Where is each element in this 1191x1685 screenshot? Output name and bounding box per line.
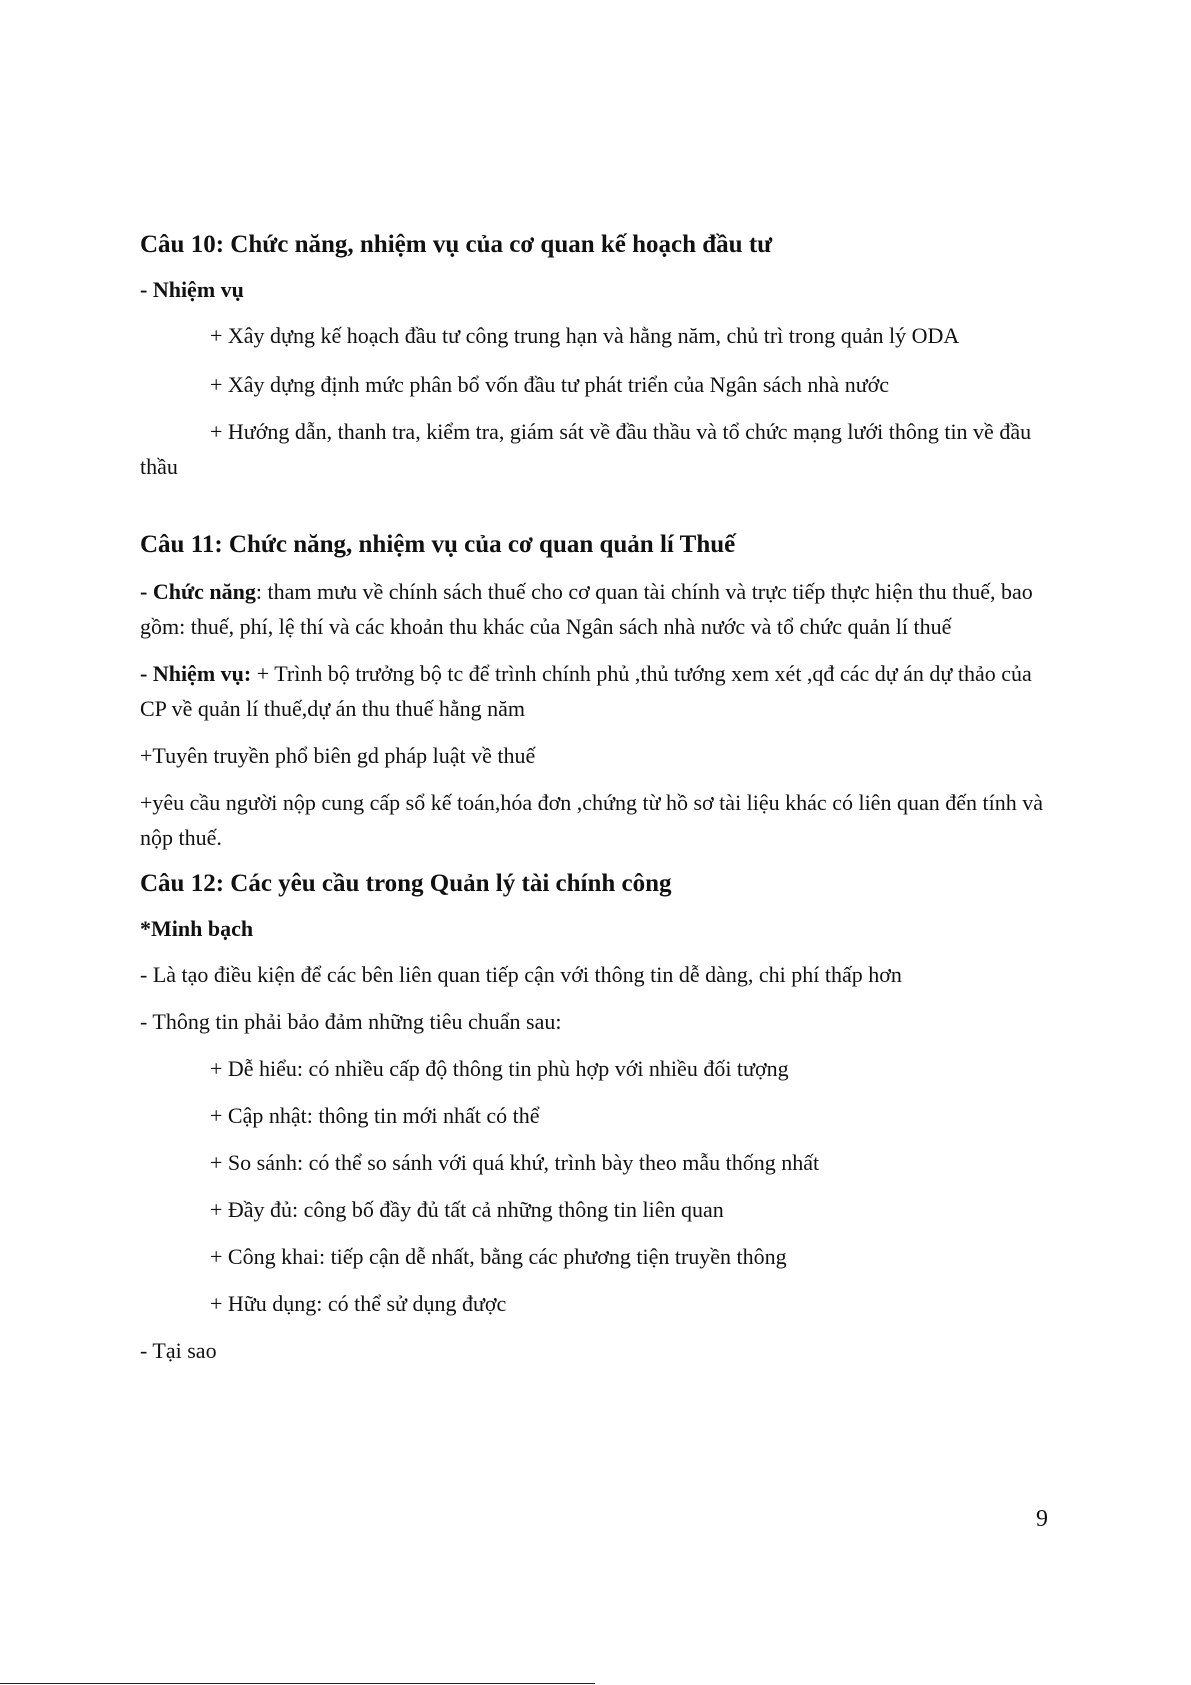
question-10-item: + Xây dựng kế hoạch đầu tư công trung hạn và hằng năm, chủ trì trong quản lý ODA xyxy=(210,323,960,348)
page-content xyxy=(140,228,1050,1368)
question-10-heading: Câu 10: Chức năng, nhiệm vụ của cơ quan kế hoạch đầu tư xyxy=(140,231,773,258)
question-10-item: + Hướng dẫn, thanh tra, kiểm tra, giám sát về đầu thầu và tổ chức mạng lưới thông tin về đầu thầu xyxy=(140,419,1032,479)
page-number: 9 xyxy=(1036,1506,1048,1532)
question-12-criterion: + So sánh: có thể so sánh với quá khứ, trình bày theo mẫu thống nhất xyxy=(210,1150,820,1175)
question-12-criterion: + Đầy đủ: công bố đầy đủ tất cả những thông tin liên quan xyxy=(210,1197,724,1222)
question-12-last-line: - Tại sao xyxy=(140,1338,217,1363)
question-11-duty-text: + Trình bộ trưởng bộ tc để trình chính phủ ,thủ tướng xem xét ,qđ các dự án dự thảo của CP về quản lí thuế,dự án thu thuế hằng năm xyxy=(140,661,1032,721)
footnote-divider xyxy=(0,1683,595,1684)
question-10-item: + Xây dựng định mức phân bổ vốn đầu tư phát triển của Ngân sách nhà nước xyxy=(210,372,890,397)
question-12-criterion: + Dễ hiểu: có nhiều cấp độ thông tin phù hợp với nhiều đối tượng xyxy=(210,1056,789,1081)
question-11-item: +Tuyên truyền phổ biên gd pháp luật về thuế xyxy=(140,743,536,768)
question-11-function-text: : tham mưu về chính sách thuế cho cơ quan tài chính và trực tiếp thực hiện thu thuế, bao gồm: thuế, phí, lệ thí và các khoản thu khác của Ngân sách nhà nước và tổ chức quản lí thuế xyxy=(140,579,1033,639)
question-11-duty-label: - Nhiệm vụ: xyxy=(140,661,252,686)
question-12-criterion: + Cập nhật: thông tin mới nhất có thể xyxy=(210,1103,540,1128)
question-12-criterion: + Hữu dụng: có thể sử dụng được xyxy=(210,1291,507,1316)
question-11-function-label: - Chức năng xyxy=(140,579,256,604)
question-11-duty xyxy=(140,656,1050,726)
question-12-criterion: + Công khai: tiếp cận dễ nhất, bằng các phương tiện truyền thông xyxy=(210,1244,787,1269)
question-11-item: +yêu cầu người nộp cung cấp sổ kế toán,hóa đơn ,chứng từ hồ sơ tài liệu khác có liên quan đến tính và nộp thuế. xyxy=(140,790,1043,850)
question-11-heading: Câu 11: Chức năng, nhiệm vụ của cơ quan quản lí Thuế xyxy=(140,531,736,558)
question-12-subheading: *Minh bạch xyxy=(140,916,254,941)
question-12-line: - Thông tin phải bảo đảm những tiêu chuẩn sau: xyxy=(140,1009,562,1034)
question-12-heading: Câu 12: Các yêu cầu trong Quản lý tài chính công xyxy=(140,870,672,897)
question-11-function xyxy=(140,574,1050,644)
question-12-line: - Là tạo điều kiện để các bên liên quan tiếp cận với thông tin dễ dàng, chi phí thấp hơn xyxy=(140,962,902,987)
question-10-duty-label: - Nhiệm vụ xyxy=(140,277,244,302)
